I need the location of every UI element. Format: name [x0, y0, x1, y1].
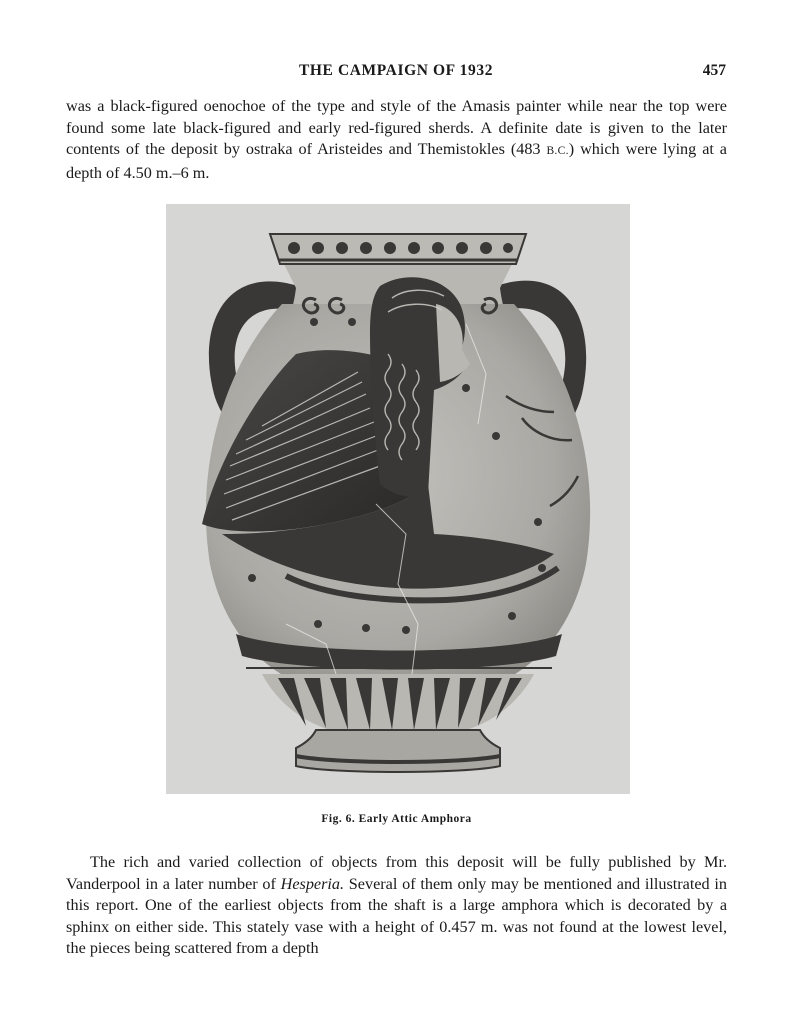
amphora-photograph — [166, 204, 630, 794]
bottom-paragraph-text-2: Several of them only may be mentioned and illustrated in this report. One of the earliest objects from the shaft is a large amphora which is decorated by a sphinx on either side. This stately vase with a height of 0.457 m. was not found at the lowest level, the pieces being scattered from a depth — [66, 874, 727, 957]
vase-foot — [296, 730, 500, 772]
bottom-paragraph-text-1: The rich and varied collection of objects from this deposit will be fully published by Mr. Vanderpool in a later number of — [66, 853, 727, 893]
top-paragraph — [66, 96, 727, 184]
bottom-paragraph — [66, 852, 727, 960]
top-paragraph-text-2: ) which were lying at a depth of 4.50 m.–6 m. — [66, 140, 727, 182]
running-head — [66, 62, 726, 84]
amphora-illustration — [166, 204, 630, 794]
bc-abbreviation: B.C. — [546, 145, 569, 157]
page-number: 457 — [702, 62, 726, 79]
journal-title: Hesperia. — [280, 874, 345, 893]
top-paragraph-text-1: was a black-figured oenochoe of the type and style of the Amasis painter while near the top were found some late black-figured and early red-figured sherds. A definite date is given to the later contents of the deposit by ostraka of Aristeides and Themistokles (483 — [66, 97, 727, 158]
figure-caption: Fig. 6. Early Attic Amphora — [321, 813, 472, 825]
running-title: THE CAMPAIGN OF 1932 — [298, 62, 494, 79]
